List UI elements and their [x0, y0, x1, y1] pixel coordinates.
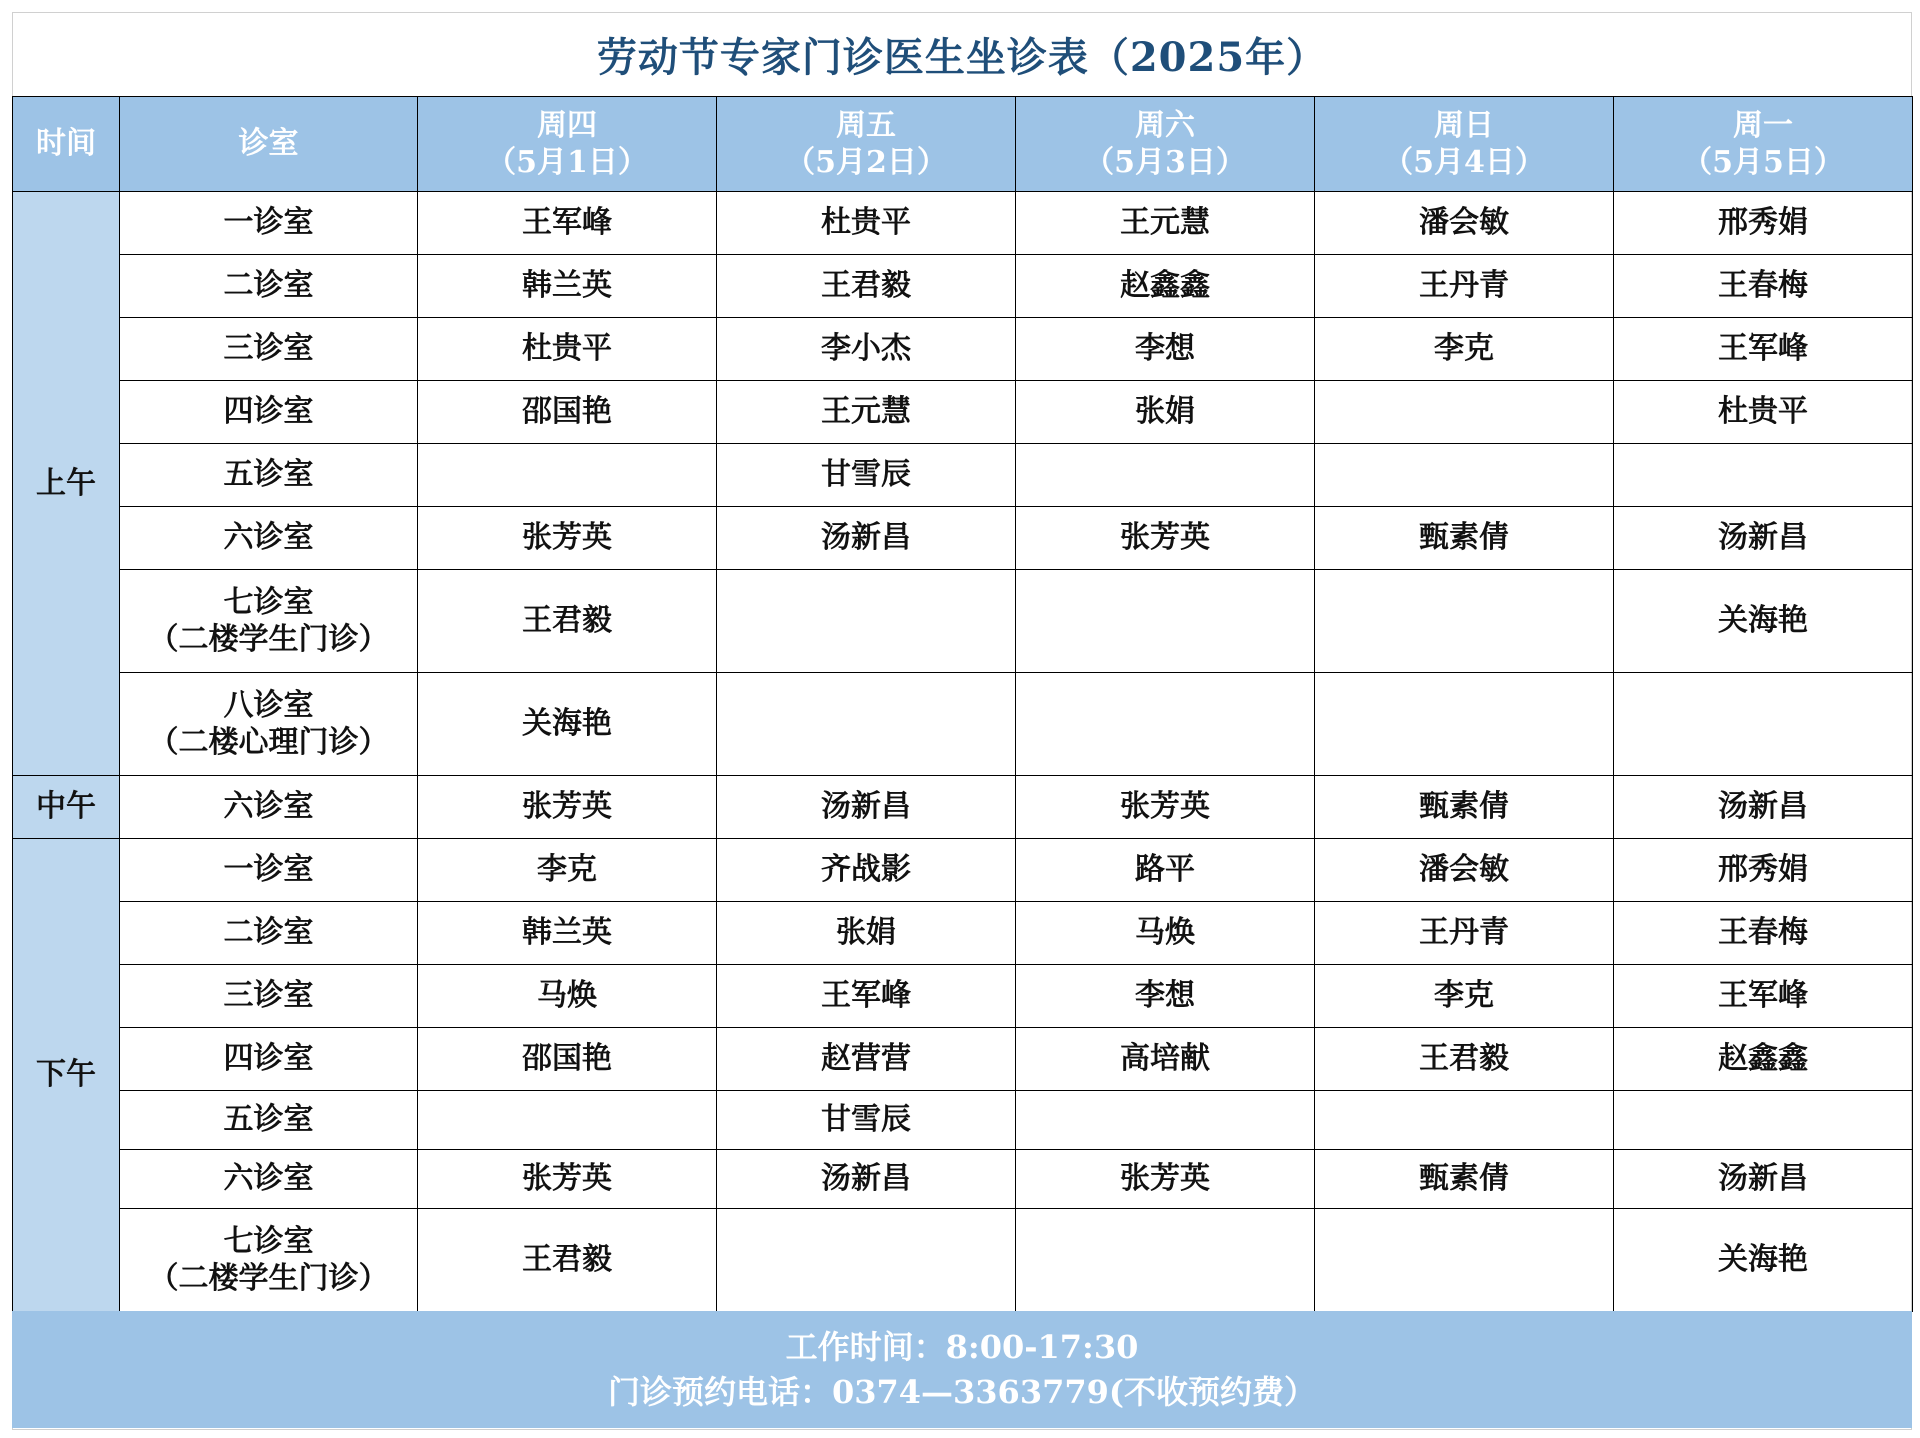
doctor-cell	[1315, 673, 1614, 776]
room-name: 七诊室	[223, 584, 314, 620]
room-name: 三诊室	[223, 978, 314, 1014]
doctor-cell: 王春梅	[1614, 902, 1913, 965]
room-cell	[120, 839, 418, 902]
table-row	[13, 673, 1913, 776]
doctor-cell: 邢秀娟	[1614, 839, 1913, 902]
doctor-cell: 王元慧	[1016, 192, 1315, 255]
header-room: 诊室	[120, 97, 418, 192]
room-cell	[120, 776, 418, 839]
doctor-cell: 杜贵平	[717, 192, 1016, 255]
doctor-cell: 王军峰	[1614, 318, 1913, 381]
day-name: 周五	[836, 107, 896, 143]
room-cell	[120, 318, 418, 381]
doctor-cell: 邢秀娟	[1614, 192, 1913, 255]
room-cell	[120, 1028, 418, 1091]
room-name: 四诊室	[223, 1041, 314, 1077]
table-row	[13, 1028, 1913, 1091]
day-name: 周日	[1434, 107, 1494, 143]
table-row	[13, 839, 1913, 902]
doctor-cell: 甘雪辰	[717, 1091, 1016, 1150]
period-label: 上午	[13, 192, 120, 776]
period-label: 中午	[13, 776, 120, 839]
doctor-cell	[717, 570, 1016, 673]
doctor-cell: 张娟	[1016, 381, 1315, 444]
room-cell	[120, 507, 418, 570]
room-cell	[120, 1209, 418, 1312]
working-hours: 工作时间：8:00-17:30	[785, 1327, 1139, 1366]
doctor-cell	[1614, 673, 1913, 776]
doctor-cell: 王军峰	[1614, 965, 1913, 1028]
table-row	[13, 318, 1913, 381]
doctor-cell: 张芳英	[1016, 1150, 1315, 1209]
doctor-cell: 潘会敏	[1315, 839, 1614, 902]
doctor-cell	[1315, 381, 1614, 444]
doctor-cell: 甄素倩	[1315, 507, 1614, 570]
doctor-cell: 汤新昌	[1614, 776, 1913, 839]
doctor-cell	[717, 1209, 1016, 1312]
doctor-cell	[1315, 1209, 1614, 1312]
day-date: （5月1日）	[486, 145, 648, 180]
doctor-cell: 赵鑫鑫	[1614, 1028, 1913, 1091]
doctor-cell: 邵国艳	[418, 381, 717, 444]
doctor-cell: 王君毅	[717, 255, 1016, 318]
room-name: 五诊室	[223, 457, 314, 493]
doctor-cell	[1016, 1091, 1315, 1150]
doctor-cell: 马焕	[418, 965, 717, 1028]
doctor-cell: 关海艳	[418, 673, 717, 776]
room-name: 四诊室	[223, 394, 314, 430]
room-name: 二诊室	[223, 268, 314, 304]
doctor-cell: 张娟	[717, 902, 1016, 965]
doctor-cell: 王丹青	[1315, 902, 1614, 965]
doctor-cell: 李克	[1315, 318, 1614, 381]
day-name: 周四	[537, 107, 597, 143]
header-day	[418, 97, 717, 192]
doctor-cell: 甘雪辰	[717, 444, 1016, 507]
doctor-cell	[1315, 444, 1614, 507]
doctor-cell	[418, 444, 717, 507]
doctor-cell: 甄素倩	[1315, 776, 1614, 839]
table-row	[13, 1150, 1913, 1209]
day-date: （5月3日）	[1084, 145, 1246, 180]
room-name: 一诊室	[223, 852, 314, 888]
doctor-cell: 张芳英	[418, 507, 717, 570]
header-day	[717, 97, 1016, 192]
schedule-table	[12, 96, 1913, 1312]
doctor-cell: 李小杰	[717, 318, 1016, 381]
room-cell	[120, 570, 418, 673]
table-row	[13, 1091, 1913, 1150]
doctor-cell: 杜贵平	[418, 318, 717, 381]
doctor-cell	[1315, 570, 1614, 673]
room-subtitle: （二楼心理门诊）	[148, 725, 389, 760]
doctor-cell	[1016, 444, 1315, 507]
doctor-cell: 潘会敏	[1315, 192, 1614, 255]
doctor-cell	[1016, 673, 1315, 776]
doctor-cell	[1315, 1091, 1614, 1150]
room-cell	[120, 192, 418, 255]
doctor-cell	[717, 673, 1016, 776]
doctor-cell: 高培献	[1016, 1028, 1315, 1091]
doctor-cell	[1614, 444, 1913, 507]
booking-phone: 门诊预约电话：0374—3363779(不收预约费）	[607, 1372, 1317, 1411]
room-cell	[120, 381, 418, 444]
doctor-cell: 汤新昌	[717, 507, 1016, 570]
doctor-cell: 杜贵平	[1614, 381, 1913, 444]
doctor-cell: 李想	[1016, 965, 1315, 1028]
doctor-cell: 路平	[1016, 839, 1315, 902]
table-row	[13, 902, 1913, 965]
room-cell	[120, 1091, 418, 1150]
room-name: 一诊室	[223, 205, 314, 241]
doctor-cell: 赵营营	[717, 1028, 1016, 1091]
doctor-cell: 汤新昌	[717, 776, 1016, 839]
doctor-cell: 王君毅	[1315, 1028, 1614, 1091]
day-date: （5月4日）	[1383, 145, 1545, 180]
doctor-cell: 李想	[1016, 318, 1315, 381]
room-name: 二诊室	[223, 915, 314, 951]
day-date: （5月5日）	[1682, 145, 1844, 180]
table-row	[13, 255, 1913, 318]
header-day	[1315, 97, 1614, 192]
doctor-cell: 王君毅	[418, 570, 717, 673]
room-cell	[120, 1150, 418, 1209]
doctor-cell: 张芳英	[418, 776, 717, 839]
day-date: （5月2日）	[785, 145, 947, 180]
doctor-cell: 王春梅	[1614, 255, 1913, 318]
doctor-cell: 马焕	[1016, 902, 1315, 965]
doctor-cell: 李克	[1315, 965, 1614, 1028]
header-time: 时间	[13, 97, 120, 192]
table-row	[13, 776, 1913, 839]
room-subtitle: （二楼学生门诊）	[148, 1261, 389, 1296]
doctor-cell: 关海艳	[1614, 570, 1913, 673]
room-cell	[120, 965, 418, 1028]
doctor-cell	[1614, 1091, 1913, 1150]
doctor-cell	[1016, 1209, 1315, 1312]
header-day	[1614, 97, 1913, 192]
doctor-cell: 张芳英	[418, 1150, 717, 1209]
room-cell	[120, 673, 418, 776]
room-name: 三诊室	[223, 331, 314, 367]
doctor-cell: 汤新昌	[717, 1150, 1016, 1209]
doctor-cell: 王军峰	[418, 192, 717, 255]
doctor-cell: 王元慧	[717, 381, 1016, 444]
doctor-cell	[1016, 570, 1315, 673]
doctor-cell	[418, 1091, 717, 1150]
header-day	[1016, 97, 1315, 192]
room-name: 六诊室	[223, 789, 314, 825]
period-label: 下午	[13, 839, 120, 1312]
doctor-cell: 甄素倩	[1315, 1150, 1614, 1209]
room-name: 六诊室	[223, 520, 314, 556]
doctor-cell: 王丹青	[1315, 255, 1614, 318]
table-row	[13, 444, 1913, 507]
room-subtitle: （二楼学生门诊）	[148, 622, 389, 657]
table-row	[13, 507, 1913, 570]
doctor-cell: 韩兰英	[418, 902, 717, 965]
doctor-cell: 张芳英	[1016, 776, 1315, 839]
doctor-cell: 赵鑫鑫	[1016, 255, 1315, 318]
table-row	[13, 192, 1913, 255]
room-name: 六诊室	[223, 1161, 314, 1197]
table-row	[13, 965, 1913, 1028]
table-row	[13, 570, 1913, 673]
doctor-cell: 齐战影	[717, 839, 1016, 902]
page-title: 劳动节专家门诊医生坐诊表（2025年）	[596, 33, 1328, 81]
doctor-cell: 李克	[418, 839, 717, 902]
day-name: 周一	[1733, 107, 1793, 143]
header-row	[13, 97, 1913, 192]
schedule-body	[13, 192, 1913, 1312]
doctor-cell: 汤新昌	[1614, 1150, 1913, 1209]
doctor-cell: 王君毅	[418, 1209, 717, 1312]
table-row	[13, 381, 1913, 444]
room-name: 七诊室	[223, 1223, 314, 1259]
table-row	[13, 1209, 1913, 1312]
doctor-cell: 张芳英	[1016, 507, 1315, 570]
room-name: 五诊室	[223, 1102, 314, 1138]
doctor-cell: 王军峰	[717, 965, 1016, 1028]
room-name: 八诊室	[223, 687, 314, 723]
footer-info	[12, 1311, 1912, 1428]
doctor-cell: 韩兰英	[418, 255, 717, 318]
room-cell	[120, 902, 418, 965]
doctor-cell: 汤新昌	[1614, 507, 1913, 570]
day-name: 周六	[1135, 107, 1195, 143]
doctor-cell: 邵国艳	[418, 1028, 717, 1091]
room-cell	[120, 255, 418, 318]
room-cell	[120, 444, 418, 507]
doctor-cell: 关海艳	[1614, 1209, 1913, 1312]
